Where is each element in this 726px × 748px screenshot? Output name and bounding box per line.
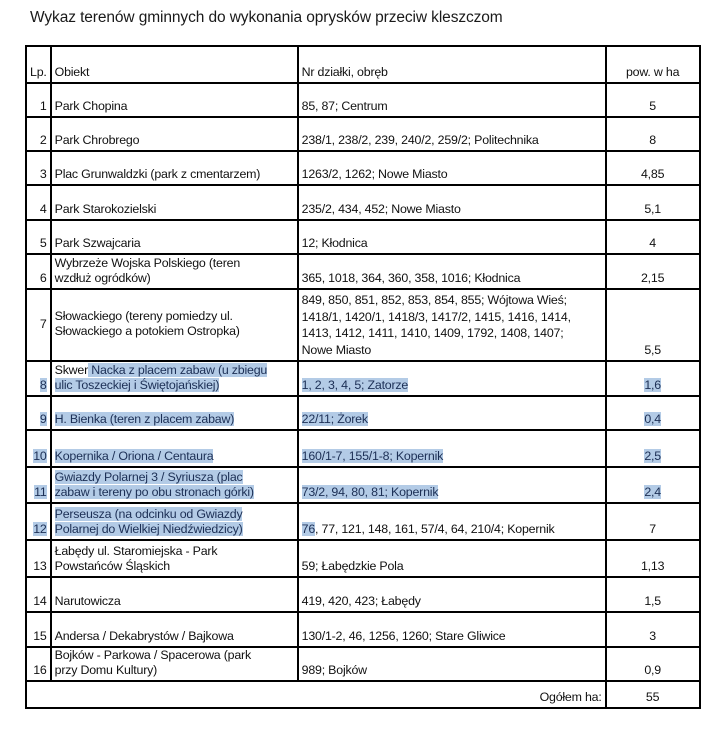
obiekt-line: [55, 378, 294, 393]
table-row: [26, 289, 700, 361]
header-dzialki: Nr działki, obręb: [298, 46, 606, 83]
cell-obiekt: [51, 540, 298, 577]
table-row: [26, 117, 700, 151]
table-header-row: [26, 46, 700, 83]
cell-obiekt: [51, 430, 298, 467]
obiekt-line: Powstańców Śląskich: [54, 559, 170, 573]
obiekt-line: [55, 485, 294, 500]
obiekt-line: wzdłuż ogródków): [54, 271, 151, 285]
cell-dzialki: 989; Bojków: [298, 647, 606, 681]
selected-text: Perseusza (na odcinku od Gwiazdy: [54, 507, 243, 521]
cell-dzialki: [298, 361, 606, 396]
cell-pow: 1,13: [606, 540, 700, 577]
table-row: [26, 647, 700, 681]
cell-pow: 1,5: [606, 577, 700, 612]
obiekt-line: Bojków - Parkowa / Spacerowa (park: [54, 648, 251, 662]
cell-lp: 16: [26, 647, 51, 681]
table-row: [26, 83, 700, 117]
selected-text: 1,6: [644, 378, 661, 392]
total-label: Ogółem ha:: [26, 681, 606, 708]
cell-lp: 5: [26, 220, 51, 254]
cell-obiekt: Park Szwajcaria: [51, 220, 298, 254]
cell-lp: 7: [26, 289, 51, 361]
obiekt-line: [55, 470, 294, 485]
cell-lp: 13: [26, 540, 51, 577]
cell-obiekt: Park Chopina: [51, 83, 298, 117]
cell-dzialki: 12; Kłodnica: [298, 220, 606, 254]
cell-obiekt: Plac Grunwaldzki (park z cmentarzem): [51, 151, 298, 185]
table-row: [26, 467, 700, 503]
table-row: [26, 185, 700, 220]
selected-text: 8: [39, 378, 47, 392]
obiekt-line: [55, 522, 294, 537]
cell-dzialki: [298, 289, 606, 361]
cell-pow: [606, 396, 700, 430]
cell-obiekt: [51, 289, 298, 361]
table-row: [26, 430, 700, 467]
cell-lp: 14: [26, 577, 51, 612]
cell-dzialki: 419, 420, 423; Łabędy: [298, 577, 606, 612]
cell-obiekt: [51, 647, 298, 681]
table-row: [26, 503, 700, 540]
cell-dzialki: 238/1, 238/2, 239, 240/2, 259/2; Politechnika: [298, 117, 606, 151]
table-total-row: [26, 681, 700, 708]
cell-lp: [26, 361, 51, 396]
table-row: [26, 396, 700, 430]
obiekt-line: przy Domu Kultury): [54, 663, 158, 677]
cell-lp: 3: [26, 151, 51, 185]
header-pow: pow. w ha: [606, 46, 700, 83]
cell-pow: 5,5: [606, 289, 700, 361]
cell-obiekt: [51, 467, 298, 503]
selected-text: zabaw i tereny po obu stronach górki): [54, 485, 254, 499]
selected-text: Gwiazdy Polarnej 3 / Syriusza (plac: [54, 470, 243, 484]
cell-lp: 15: [26, 612, 51, 647]
cell-obiekt: Andersa / Dekabrystów / Bajkowa: [51, 612, 298, 647]
cell-obiekt: [51, 254, 298, 289]
selected-text: 73/2, 94, 80, 81; Kopernik: [301, 485, 439, 499]
document-title: Wykaz terenów gminnych do wykonania oprysków przeciw kleszczom: [30, 9, 503, 26]
cell-lp: [26, 503, 51, 540]
table-row: [26, 540, 700, 577]
cell-lp: [26, 467, 51, 503]
table-row: [26, 577, 700, 612]
selected-text: 22/11; Żorek: [301, 412, 368, 426]
cell-pow: [606, 467, 700, 503]
obiekt-line: [55, 507, 294, 522]
selected-text: 2,4: [644, 485, 661, 499]
cell-obiekt: [51, 361, 298, 396]
cell-obiekt: [51, 396, 298, 430]
selected-text: Nacka z placem zabaw (u zbiegu: [88, 363, 268, 377]
dzialki-text: , 77, 121, 148, 161, 57/4, 64, 210/4; Kopernik: [315, 522, 555, 536]
cell-pow: 4,85: [606, 151, 700, 185]
obiekt-text: Skwer: [54, 363, 89, 377]
cell-lp: 6: [26, 254, 51, 289]
areas-table: [25, 45, 701, 709]
table-row: [26, 151, 700, 185]
cell-pow: 4: [606, 220, 700, 254]
cell-pow: 5,1: [606, 185, 700, 220]
selected-text: 2,5: [644, 449, 661, 463]
obiekt-line: Łabędy ul. Staromiejska - Park: [54, 544, 218, 558]
obiekt-line: Słowackiego (tereny pomiedzy ul.: [54, 309, 233, 323]
cell-dzialki: [298, 430, 606, 467]
dzialki-line: 1413, 1412, 1411, 1410, 1409, 1792, 1408, 1407;: [301, 326, 564, 340]
cell-pow: 8: [606, 117, 700, 151]
selected-text: 160/1-7, 155/1-8; Kopernik: [301, 449, 444, 463]
cell-pow: 3: [606, 612, 700, 647]
cell-pow: 7: [606, 503, 700, 540]
cell-pow: 5: [606, 83, 700, 117]
table-row: [26, 254, 700, 289]
selected-text: ulic Toszeckiej i Świętojańskiej): [54, 378, 220, 392]
cell-dzialki: 59; Łabędzkie Pola: [298, 540, 606, 577]
selected-text: 10: [33, 449, 47, 463]
header-obiekt: Obiekt: [51, 46, 298, 83]
obiekt-line: Słowackiego a potokiem Ostropka): [54, 324, 240, 338]
cell-obiekt: Park Starokozielski: [51, 185, 298, 220]
cell-obiekt: Narutowicza: [51, 577, 298, 612]
selected-text: Kopernika / Oriona / Centaura: [54, 449, 214, 463]
selected-text: 0,4: [644, 412, 661, 426]
selected-text: 12: [33, 522, 47, 536]
dzialki-line: 1418/1, 1420/1, 1418/3, 1417/2, 1415, 1416, 1414,: [301, 309, 571, 324]
selected-text: Polarnej do Wielkiej Niedźwiedzicy): [54, 522, 243, 536]
selected-text: 76: [301, 522, 316, 536]
cell-pow: 0,9: [606, 647, 700, 681]
cell-dzialki: 130/1-2, 46, 1256, 1260; Stare Gliwice: [298, 612, 606, 647]
cell-dzialki: [298, 503, 606, 540]
cell-pow: [606, 430, 700, 467]
cell-lp: 2: [26, 117, 51, 151]
cell-obiekt: [51, 503, 298, 540]
cell-lp: 4: [26, 185, 51, 220]
total-value: 55: [606, 681, 700, 708]
header-lp: Lp.: [26, 46, 51, 83]
cell-dzialki: [298, 396, 606, 430]
selected-text: 11: [34, 485, 47, 499]
cell-pow: [606, 361, 700, 396]
table-row: [26, 361, 700, 396]
obiekt-line: Wybrzeże Wojska Polskiego (teren: [54, 256, 241, 270]
dzialki-line: Nowe Miasto: [301, 342, 372, 357]
cell-lp: 1: [26, 83, 51, 117]
dzialki-line: 849, 850, 851, 852, 853, 854, 855; Wójtowa Wieś;: [301, 293, 567, 307]
selected-text: 9: [39, 412, 47, 426]
table-row: [26, 220, 700, 254]
cell-dzialki: [298, 467, 606, 503]
cell-lp: [26, 430, 51, 467]
cell-dzialki: 1263/2, 1262; Nowe Miasto: [298, 151, 606, 185]
cell-pow: 2,15: [606, 254, 700, 289]
cell-dzialki: 85, 87; Centrum: [298, 83, 606, 117]
cell-lp: [26, 396, 51, 430]
selected-text: 1, 2, 3, 4, 5; Zatorze: [301, 378, 409, 392]
cell-dzialki: 235/2, 434, 452; Nowe Miasto: [298, 185, 606, 220]
cell-dzialki: 365, 1018, 364, 360, 358, 1016; Kłodnica: [298, 254, 606, 289]
selected-text: H. Bienka (teren z placem zabaw): [54, 412, 235, 426]
cell-obiekt: Park Chrobrego: [51, 117, 298, 151]
table-row: [26, 612, 700, 647]
obiekt-line: [55, 363, 294, 378]
